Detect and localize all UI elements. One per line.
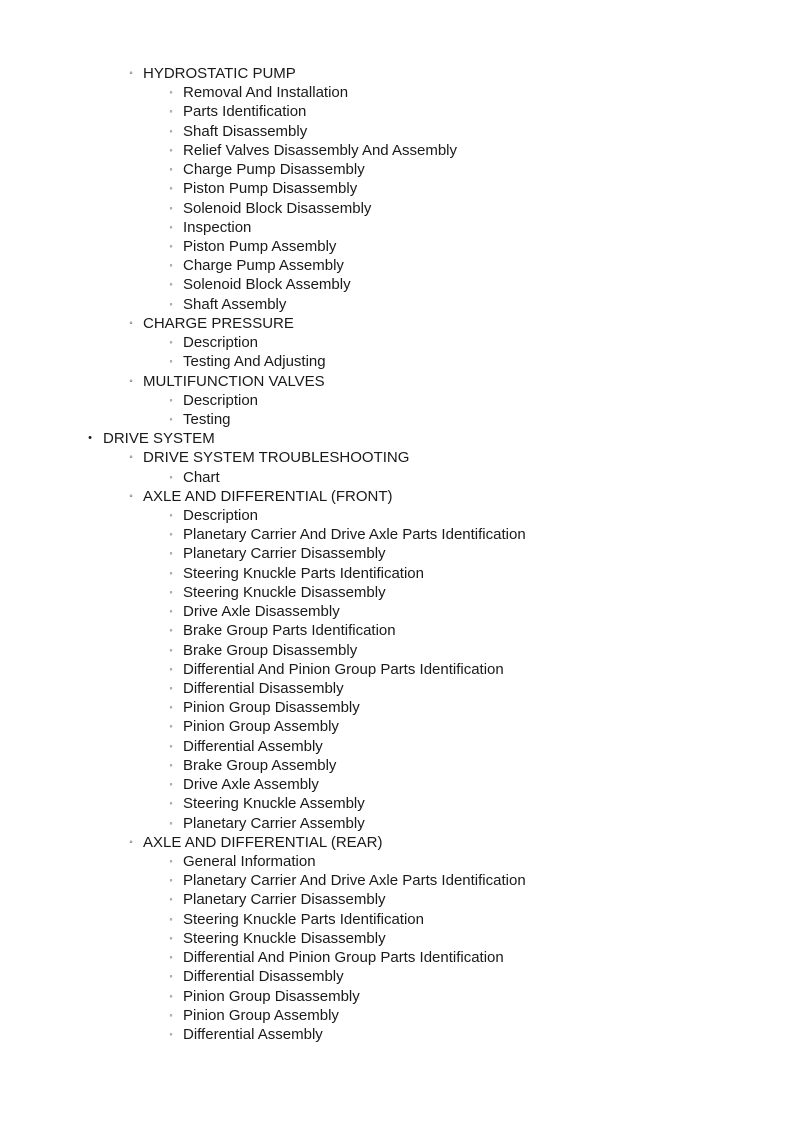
toc-section [0,429,794,448]
toc-entry [0,160,794,179]
toc-entry [0,717,794,736]
bullet-disc-icon: • [88,432,92,445]
bullet-circle-icon: ◦ [129,375,133,387]
toc-entry [0,83,794,102]
toc-entry-label: Testing [183,410,231,428]
toc-entry [0,179,794,198]
toc-entry [0,391,794,410]
toc-entry-label: Pinion Group Assembly [183,1006,339,1024]
bullet-circle-icon: ◦ [169,529,173,540]
bullet-circle-icon: ◦ [169,606,173,617]
bullet-circle-icon: ◦ [169,471,173,482]
bullet-circle-icon: ◦ [169,202,173,213]
bullet-circle-icon: ◦ [169,586,173,597]
bullet-circle-icon: ◦ [169,932,173,943]
bullet-circle-icon: ◦ [169,164,173,175]
toc-entry [0,814,794,833]
toc-entry [0,468,794,487]
bullet-circle-icon: ◦ [169,106,173,117]
toc-entry [0,679,794,698]
bullet-circle-icon: ◦ [169,779,173,790]
toc-entry [0,564,794,583]
bullet-circle-icon: ◦ [169,567,173,578]
toc-entry [0,929,794,948]
toc-entry-label: Steering Knuckle Assembly [183,795,365,813]
bullet-circle-icon: ◦ [129,452,133,464]
toc-entry [0,794,794,813]
toc-entry-label: General Information [183,852,316,870]
bullet-circle-icon: ◦ [169,183,173,194]
toc-entry-label: Solenoid Block Disassembly [183,199,372,217]
toc-entry-label: Pinion Group Assembly [183,718,339,736]
toc-entry-label: Shaft Assembly [183,295,287,313]
toc-entry [0,756,794,775]
bullet-circle-icon: ◦ [169,875,173,886]
toc-entry [0,852,794,871]
toc-entry-label: Piston Pump Disassembly [183,180,358,198]
toc-entry [0,199,794,218]
toc-entry [0,890,794,909]
toc-chapter [0,448,794,467]
toc-entry [0,1025,794,1044]
toc-entry [0,102,794,121]
toc-entry-label: Description [183,507,259,525]
toc-entry-label: Description [183,334,259,352]
toc-chapter [0,372,794,391]
bullet-circle-icon: ◦ [169,510,173,521]
bullet-circle-icon: ◦ [129,490,133,502]
toc-entry [0,602,794,621]
toc-entry-label: Planetary Carrier And Drive Axle Parts Identification [183,526,526,544]
bullet-circle-icon: ◦ [169,125,173,136]
toc-entry [0,506,794,525]
toc-entry-label: Differential Assembly [183,1025,323,1043]
bullet-circle-icon: ◦ [169,260,173,271]
toc-entry-label: HYDROSTATIC PUMP [143,65,296,82]
toc-entry [0,275,794,294]
toc-entry [0,948,794,967]
bullet-circle-icon: ◦ [169,1009,173,1020]
toc-entry [0,141,794,160]
bullet-circle-icon: ◦ [169,683,173,693]
toc-entry-label: Brake Group Parts Identification [183,622,396,640]
toc-entry-label: Relief Valves Disassembly And Assembly [183,141,457,159]
toc-entry-label: Planetary Carrier Assembly [183,814,365,832]
table-of-contents [0,64,794,1044]
bullet-circle-icon: ◦ [169,356,173,367]
toc-entry [0,641,794,660]
toc-entry [0,352,794,371]
toc-entry-label: Drive Axle Assembly [183,776,319,794]
toc-chapter [0,314,794,333]
bullet-circle-icon: ◦ [169,990,173,1001]
toc-entry-label: Testing And Adjusting [183,353,326,371]
toc-chapter [0,487,794,506]
toc-entry-label: Steering Knuckle Disassembly [183,929,386,947]
bullet-circle-icon: ◦ [169,337,173,348]
bullet-circle-icon: ◦ [169,913,173,924]
toc-entry [0,295,794,314]
toc-entry-label: Planetary Carrier And Drive Axle Parts Identification [183,872,526,890]
toc-entry-label: Solenoid Block Assembly [183,276,351,294]
bullet-circle-icon: ◦ [169,394,173,405]
toc-entry-label: AXLE AND DIFFERENTIAL (REAR) [143,833,383,851]
toc-entry-label: Differential Assembly [183,737,323,755]
bullet-circle-icon: ◦ [169,413,173,424]
toc-entry-label: DRIVE SYSTEM [103,430,215,448]
bullet-circle-icon: ◦ [169,855,173,866]
toc-entry-label: Drive Axle Disassembly [183,603,340,621]
toc-entry-label: Removal And Installation [183,84,349,102]
toc-entry-label: Brake Group Assembly [183,756,337,774]
bullet-circle-icon: ◦ [169,144,173,155]
bullet-circle-icon: ◦ [169,952,173,963]
toc-entry-label: Description [183,391,259,409]
toc-entry-label: Piston Pump Assembly [183,237,337,255]
toc-entry [0,737,794,756]
toc-entry-label: MULTIFUNCTION VALVES [143,372,325,390]
toc-entry [0,910,794,929]
toc-entry-label: Parts Identification [183,103,307,121]
toc-entry [0,333,794,352]
toc-entry [0,544,794,563]
toc-entry-label: Differential Disassembly [183,968,344,986]
bullet-circle-icon: ◦ [169,548,173,559]
toc-entry-label: Shaft Disassembly [183,122,308,140]
bullet-circle-icon: ◦ [169,298,173,309]
toc-chapter [0,64,794,83]
toc-entry-label: Differential And Pinion Group Parts Identification [183,949,504,967]
toc-entry [0,621,794,640]
bullet-circle-icon: ◦ [169,221,173,232]
toc-entry-label: AXLE AND DIFFERENTIAL (FRONT) [143,487,393,505]
toc-entry [0,660,794,679]
toc-entry [0,218,794,237]
bullet-circle-icon: ◦ [169,740,173,751]
bullet-circle-icon: ◦ [169,702,173,713]
toc-entry-label: Brake Group Disassembly [183,641,358,659]
bullet-circle-icon: ◦ [169,663,173,674]
toc-entry-label: DRIVE SYSTEM TROUBLESHOOTING [143,449,410,467]
toc-entry-label: Planetary Carrier Disassembly [183,891,386,909]
toc-entry-label: Pinion Group Disassembly [183,699,360,717]
bullet-circle-icon: ◦ [169,759,173,770]
toc-entry-label: Differential And Pinion Group Parts Identification [183,660,504,678]
toc-entry [0,871,794,890]
toc-entry-label: Charge Pump Disassembly [183,161,365,179]
toc-entry [0,698,794,717]
toc-entry-label: CHARGE PRESSURE [143,314,294,332]
toc-entry-label: Inspection [183,218,252,236]
bullet-circle-icon: ◦ [129,317,133,329]
toc-entry [0,256,794,275]
toc-entry-label: Pinion Group Disassembly [183,987,360,1005]
toc-entry [0,237,794,256]
toc-entry [0,122,794,141]
toc-entry-label: Steering Knuckle Parts Identification [183,910,424,928]
toc-entry-label: Steering Knuckle Disassembly [183,583,386,601]
toc-entry-label: Charge Pump Assembly [183,257,344,275]
bullet-circle-icon: ◦ [169,721,173,732]
bullet-circle-icon: ◦ [169,644,173,655]
toc-entry-label: Planetary Carrier Disassembly [183,545,386,563]
bullet-circle-icon: ◦ [169,1028,173,1039]
toc-entry [0,410,794,429]
toc-entry-label: Chart [183,468,220,486]
bullet-circle-icon: ◦ [129,836,133,848]
toc-entry [0,775,794,794]
bullet-circle-icon: ◦ [169,971,173,982]
toc-chapter [0,833,794,852]
bullet-circle-icon: ◦ [169,798,173,809]
toc-entry-label: Differential Disassembly [183,680,344,697]
bullet-circle-icon: ◦ [169,625,173,636]
bullet-circle-icon: ◦ [169,894,173,905]
bullet-circle-icon: ◦ [169,817,173,828]
toc-entry-label: Steering Knuckle Parts Identification [183,564,424,582]
bullet-circle-icon: ◦ [129,68,133,79]
toc-entry [0,987,794,1006]
bullet-circle-icon: ◦ [169,279,173,290]
bullet-circle-icon: ◦ [169,87,173,98]
toc-entry [0,525,794,544]
toc-entry [0,967,794,986]
toc-entry [0,583,794,602]
bullet-circle-icon: ◦ [169,240,173,251]
toc-entry [0,1006,794,1025]
